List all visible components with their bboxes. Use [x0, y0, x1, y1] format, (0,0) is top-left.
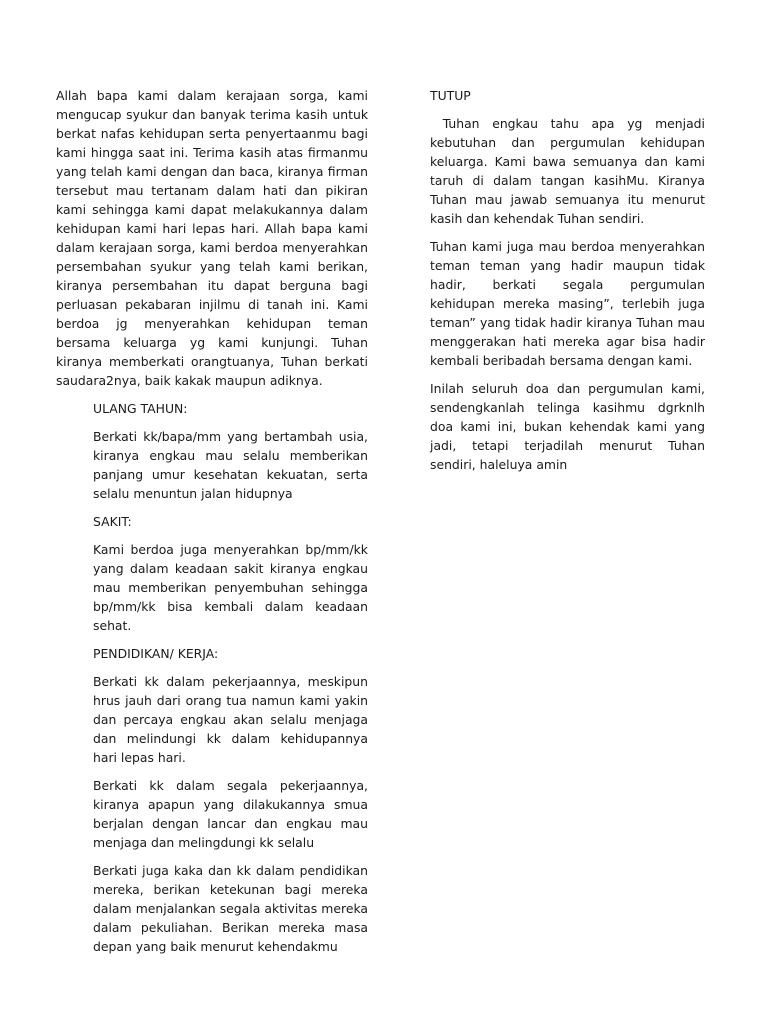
heading-pendidikan-kerja: PENDIDIKAN/ KERJA: [93, 646, 219, 661]
heading-sakit: SAKIT: [93, 514, 132, 529]
right-column [430, 86, 709, 483]
left-column [56, 86, 368, 965]
pendidikan-paragraph-1: Berkati kk dalam pekerjaannya, meskipun hrus jauh dari orang tua namun kami yakin dan percaya engkau akan selalu menjaga dan melindungi kk dalam kehidupannya hari lepas hari. [93, 674, 368, 765]
heading-ulang-tahun: ULANG TAHUN: [93, 401, 188, 416]
pendidikan-paragraph-2: Berkati kk dalam segala pekerjaannya, kiranya apapun yang dilakukannya smua berjalan dengan lancar dan engkau mau menjaga dan melingdungi kk selalu [93, 778, 368, 850]
heading-tutup: TUTUP [430, 88, 471, 103]
sakit-paragraph: Kami berdoa juga menyerahkan bp/mm/kk yang dalam keadaan sakit kiranya engkau mau memberikan penyembuhan sehingga bp/mm/kk bisa kembali dalam keadaan sehat. [93, 542, 368, 633]
tutup-paragraph-2: Tuhan kami juga mau berdoa menyerahkan teman teman yang hadir maupun tidak hadir, berkati segala pergumulan kehidupan mereka masing”, terlebih juga teman” yang tidak hadir kiranya Tuhan mau menggerakan hati mereka agar bisa hadir kembali beribadah bersama dengan kami. [430, 239, 705, 368]
tutup-paragraph-1: Tuhan engkau tahu apa yg menjadi kebutuhan dan pergumulan kehidupan keluarga. Kami bawa semuanya dan kami taruh di dalam tangan kasihMu. Kiranya Tuhan mau jawab semuanya itu menurut kasih dan kehendak Tuhan sendiri. [430, 116, 709, 226]
ulang-tahun-paragraph: Berkati kk/bapa/mm yang bertambah usia, kiranya engkau mau selalu memberikan panjang umur kesehatan kekuatan, serta selalu menuntun jalan hidupnya [93, 429, 368, 501]
pendidikan-paragraph-3: Berkati juga kaka dan kk dalam pendidikan mereka, berikan ketekunan bagi mereka dalam menjalankan segala aktivitas mereka dalam pekuliahan. Berikan mereka masa depan yang baik menurut kehendakmu [93, 863, 368, 954]
intro-paragraph: Allah bapa kami dalam kerajaan sorga, kami mengucap syukur dan banyak terima kasih untuk berkat nafas kehidupan serta penyertaanmu bagi kami hingga saat ini. Terima kasih atas firmanmu yang telah kami dengan dan baca, kiranya firman tersebut mau tertanam dalam hati dan pikiran kami sehingga kami dapat melakukannya dalam kehidupan kami hari lepas hari. Allah bapa kami dalam kerajaan sorga, kami berdoa menyerahkan persembahan syukur yang telah kami berikan, kiranya persembahan itu dapat berguna bagi perluasan pekabaran injilmu di tanah ini. Kami berdoa jg menyerahkan kehidupan teman bersama keluarga yg kami kunjungi. Tuhan kiranya memberkati orangtuanya, Tuhan berkati saudara2nya, baik kakak maupun adiknya. [56, 88, 368, 388]
tutup-paragraph-3: Inilah seluruh doa dan pergumulan kami, sendengkanlah telinga kasihmu dgrknlh doa kami ini, bukan kehendak kami yang jadi, tetapi terjadilah menurut Tuhan sendiri, haleluya amin [430, 381, 705, 472]
